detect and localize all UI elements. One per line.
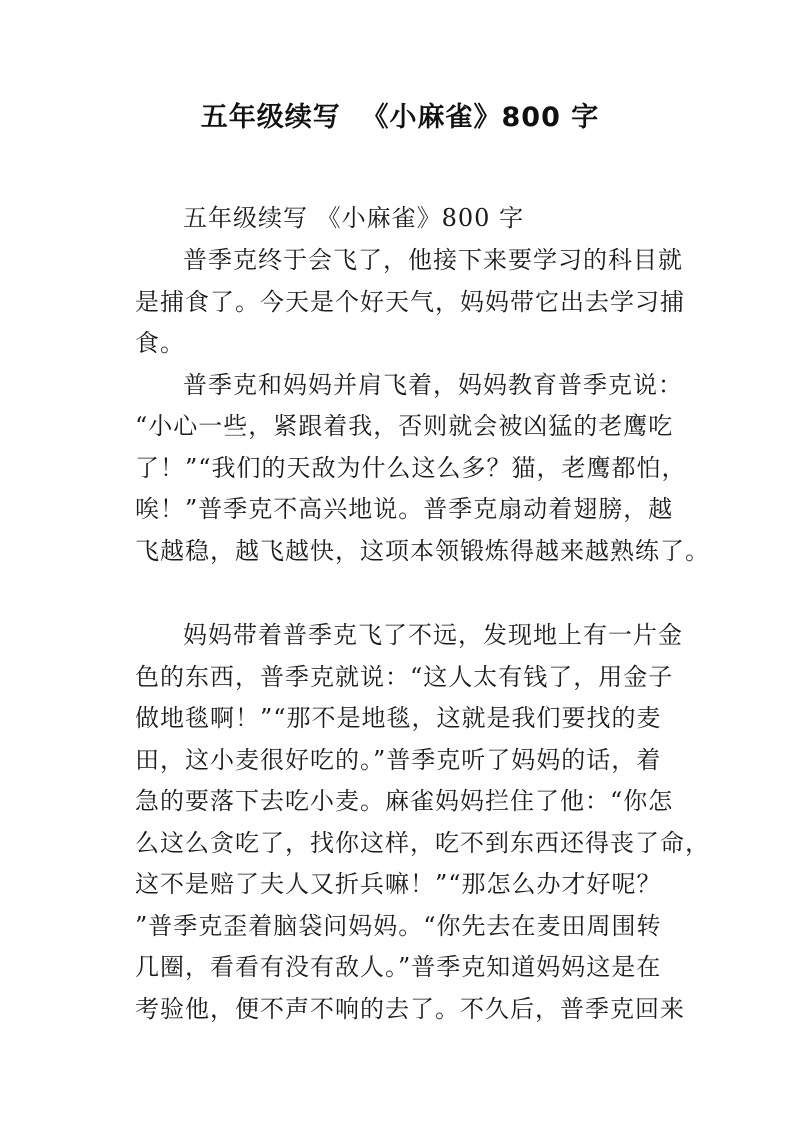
paragraph-line: 色的东西，普季克就说：“这人太有钱了，用金子: [135, 663, 674, 691]
paragraph-line: 考验他，便不声不响的去了。不久后，普季克回来: [135, 995, 685, 1023]
paragraph-line: 飞越稳，越飞越快，这项本领锻炼得越来越熟练了。: [135, 537, 710, 565]
paragraph-line: 田，这小麦很好吃的。”普季克听了妈妈的话，着: [135, 746, 662, 774]
paragraph-line: 这不是赔了夫人又折兵嘛！”“那怎么办才好呢？: [135, 870, 662, 898]
paragraph-line: 是捕食了。今天是个好天气，妈妈带它出去学习捕: [135, 288, 685, 316]
paragraph-line: 了！”“我们的天敌为什么这么多？猫，老鹰都怕，: [135, 454, 687, 482]
paragraph-line: 急的要落下去吃小麦。麻雀妈妈拦住了他：“你怎: [135, 787, 674, 815]
paragraph-line: 么这么贪吃了，找你这样，吃不到东西还得丧了命，: [135, 829, 710, 857]
paragraph-line: “小心一些，紧跟着我，否则就会被凶猛的老鹰吃: [135, 412, 674, 440]
paragraph-line: 食。: [135, 329, 185, 357]
paragraph-line: 普季克终于会飞了，他接下来要学习的科目就: [183, 246, 683, 274]
paragraph-line: 妈妈带着普季克飞了不远，发现地上有一片金: [183, 621, 683, 649]
subtitle-line: 五年级续写 《小麻雀》800 字: [183, 204, 525, 232]
paragraph-line: 做地毯啊！”“那不是地毯，这就是我们要找的麦: [135, 704, 662, 732]
paragraph-line: 普季克和妈妈并肩飞着，妈妈教育普季克说：: [183, 371, 683, 399]
paragraph-line: ”普季克歪着脑袋问妈妈。“你先去在麦田周围转: [135, 912, 662, 940]
document-title: 五年级续写 《小麻雀》800 字: [200, 102, 600, 133]
paragraph-line: 几圈，看看有没有敌人。”普季克知道妈妈这是在: [135, 953, 662, 981]
paragraph-line: 唉！”普季克不高兴地说。普季克扇动着翅膀，越: [135, 495, 674, 523]
